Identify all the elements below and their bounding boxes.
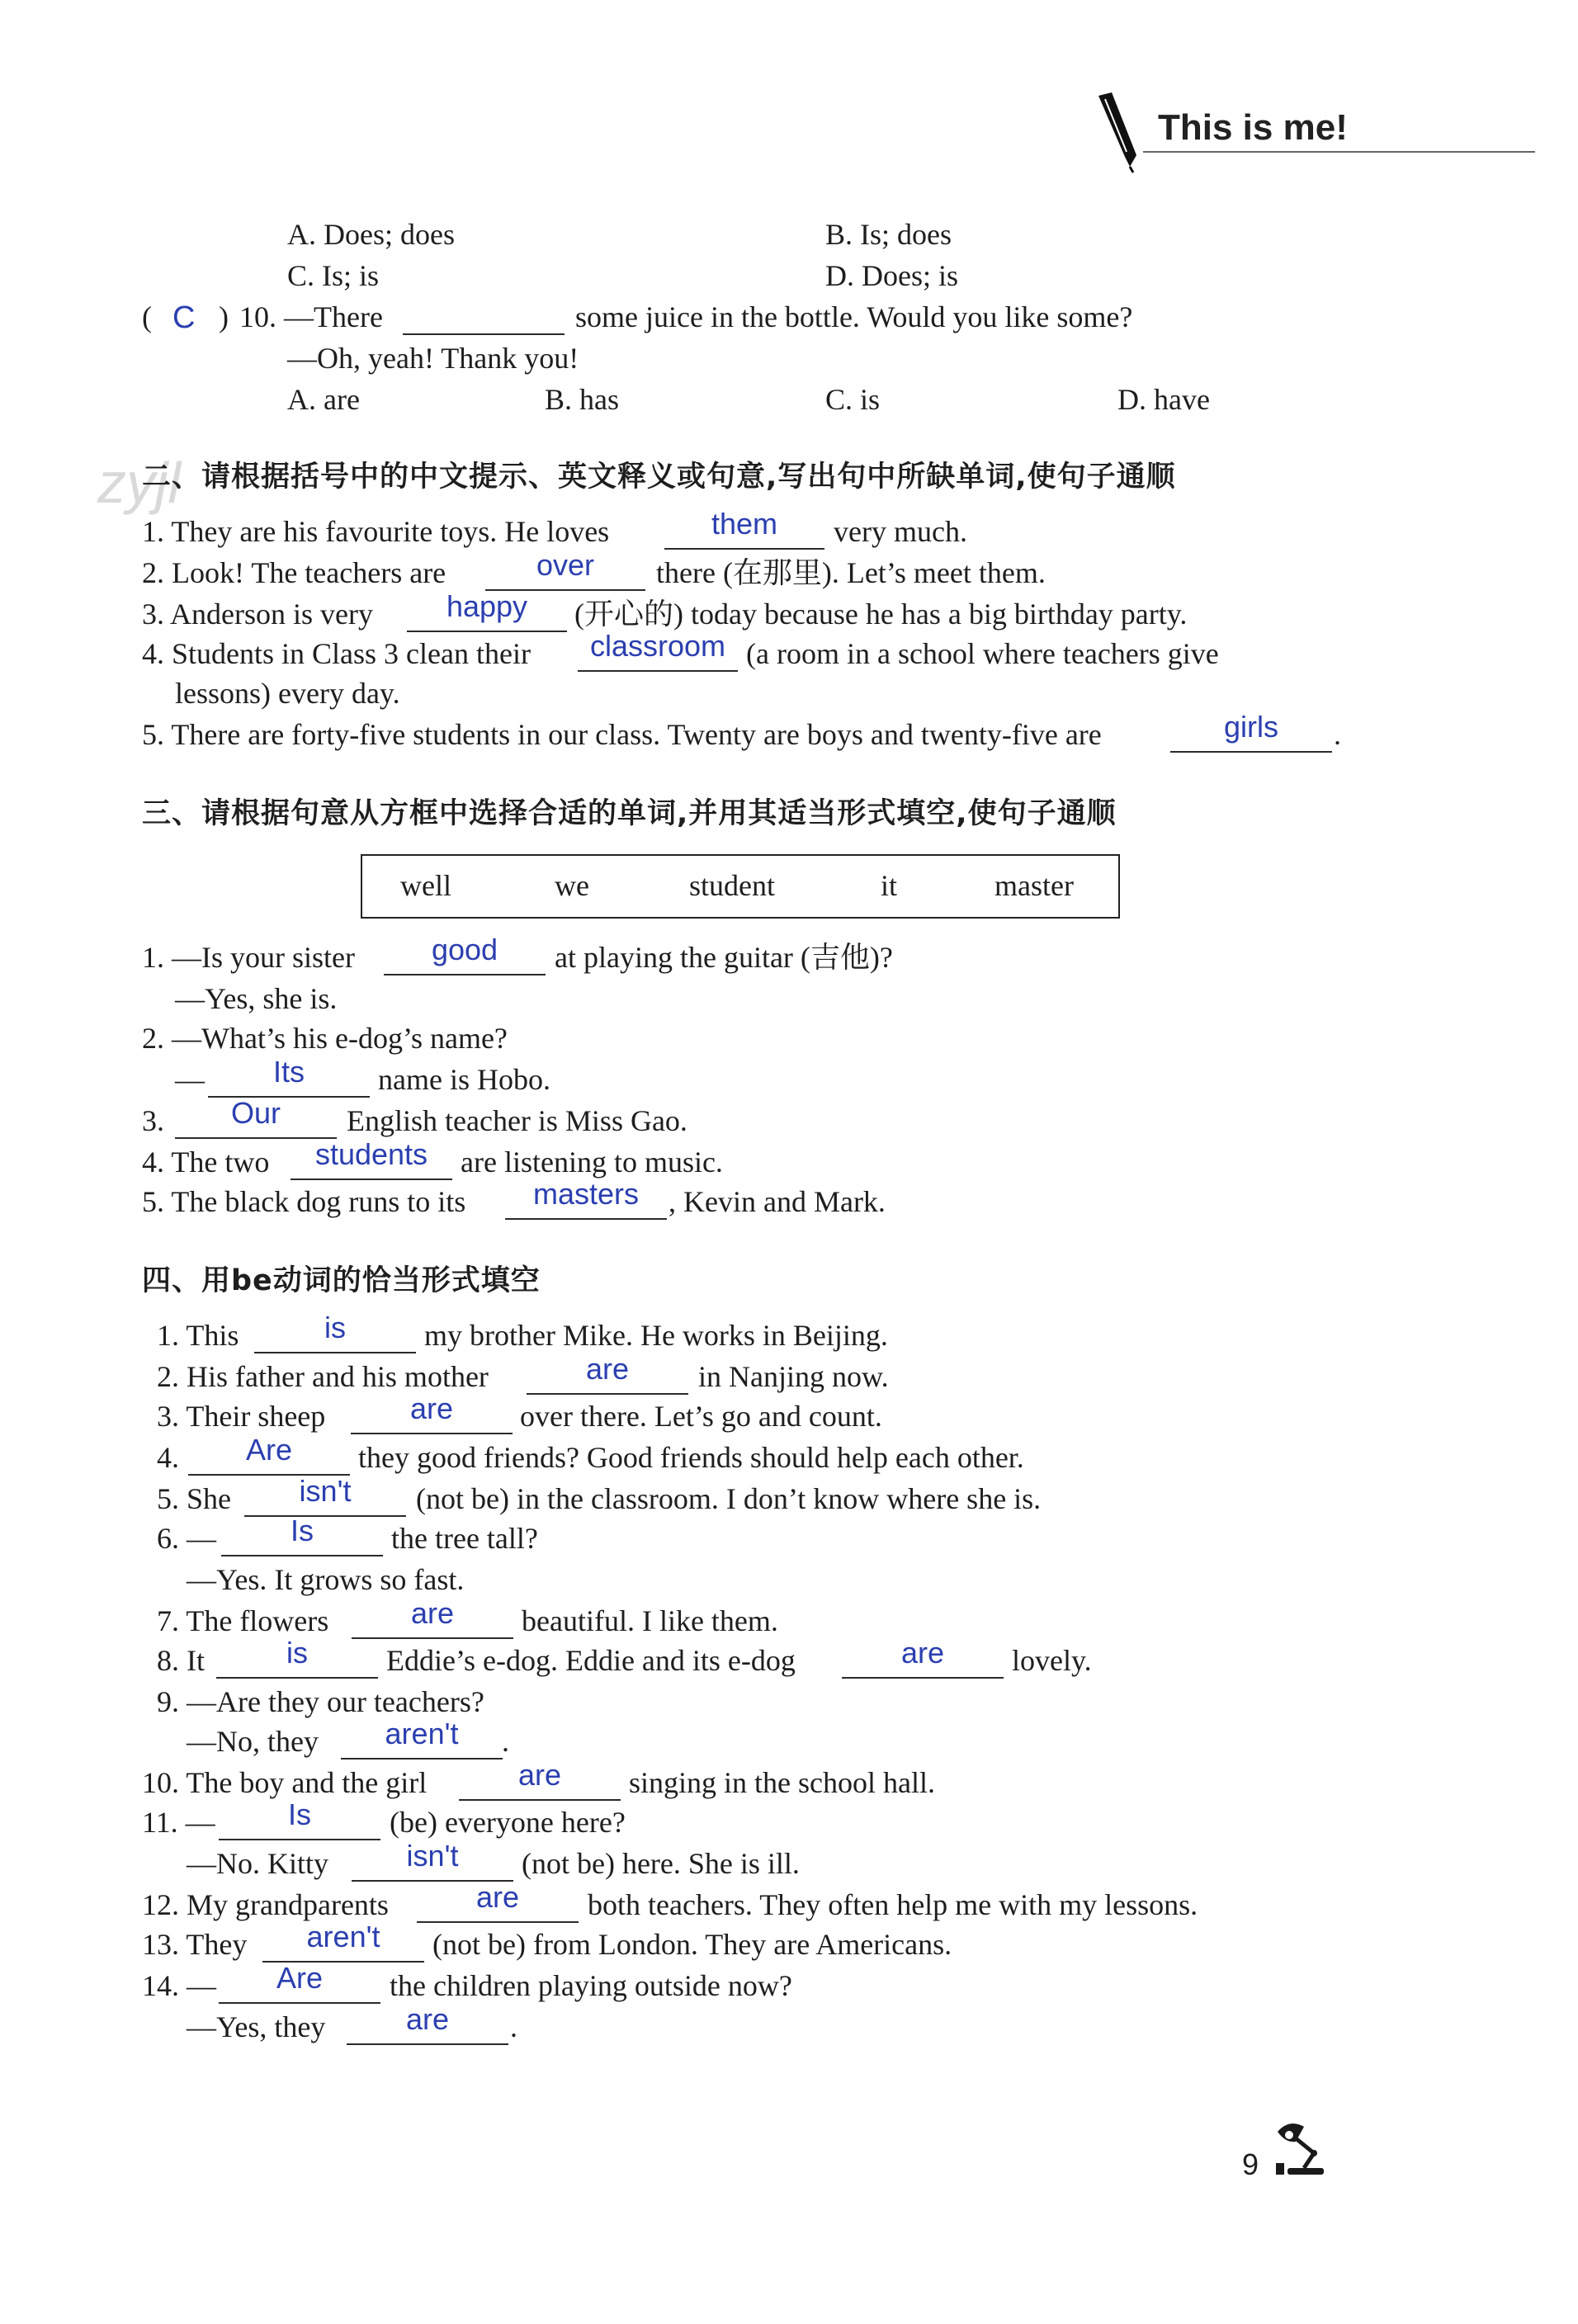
s4-q6-text-a: 6. —	[157, 1522, 216, 1555]
s4-q8-text-a: 8. It	[157, 1644, 205, 1677]
s2-q4-blank	[578, 670, 738, 672]
s3-q3-text-b: English teacher is Miss Gao.	[347, 1104, 687, 1137]
q10-blank	[403, 333, 565, 335]
s4-q4-answer: Are	[245, 1433, 293, 1467]
s3-q5-text-a: 5. The black dog runs to its	[142, 1185, 466, 1218]
s4-q4-number: 4.	[157, 1441, 179, 1474]
word-bank-item: we	[555, 869, 589, 902]
s3-q5-text-b: , Kevin and Mark.	[669, 1185, 886, 1218]
s4-q11-answer-2: isn't	[406, 1839, 459, 1873]
s4-q3-blank	[351, 1433, 513, 1434]
s4-q1-blank	[254, 1352, 416, 1353]
s3-q2-answer: Its	[272, 1055, 305, 1089]
page-number: 9	[1242, 2147, 1259, 2181]
s2-q1-text-a: 1. They are his favourite toys. He loves	[142, 515, 610, 548]
s4-q1-text-a: 1. This	[157, 1319, 239, 1352]
s3-q3-answer: Our	[230, 1096, 281, 1130]
s4-q10-text-b: singing in the school hall.	[629, 1766, 935, 1799]
s4-q10-blank	[459, 1799, 621, 1801]
s4-q14-blank-2	[347, 2043, 508, 2045]
s4-q5-answer: isn't	[299, 1474, 352, 1508]
header-rule	[1143, 151, 1535, 153]
s4-q6-answer: Is	[290, 1514, 314, 1547]
s3-q1-answer: good	[431, 933, 498, 966]
s2-q2-answer: over	[536, 548, 595, 582]
q10-text-b: some juice in the bottle. Would you like some?	[575, 300, 1133, 333]
s2-q2-text-a: 2. Look! The teachers are	[142, 556, 446, 589]
s4-q12-blank	[417, 1921, 579, 1923]
s2-q5-text-a: 5. There are forty-five students in our class. Twenty are boys and twenty-five are	[142, 718, 1102, 751]
s3-q4-text-b: are listening to music.	[461, 1145, 723, 1179]
s3-q2-text-c: name is Hobo.	[378, 1063, 550, 1096]
s4-q14-text-b: the children playing outside now?	[390, 1969, 792, 2002]
s3-q5-blank	[505, 1218, 667, 1220]
s4-q13-text-b: (not be) from London. They are Americans.	[432, 1928, 952, 1961]
word-bank-item: student	[689, 869, 775, 902]
s4-q3-text-a: 3. Their sheep	[157, 1400, 326, 1433]
s2-q4-text-c: lessons) every day.	[175, 677, 400, 710]
s4-q12-text-a: 12. My grandparents	[142, 1888, 389, 1921]
s4-q9-text-b: —No, they	[187, 1725, 319, 1758]
s3-q4-blank	[291, 1179, 452, 1180]
s4-q9-text-a: 9. —Are they our teachers?	[157, 1685, 484, 1718]
s3-q1-blank	[384, 974, 546, 975]
s2-q1-answer: them	[711, 507, 778, 541]
s4-q12-text-b: both teachers. They often help me with my lessons.	[588, 1888, 1198, 1921]
q10-paren-close: )	[219, 300, 229, 333]
s4-q12-answer: are	[475, 1880, 520, 1914]
section3-heading: 三、请根据句意从方框中选择合适的单词,并用其适当形式填空,使句子通顺	[142, 797, 1117, 830]
s3-q2-text-a: 2. —What’s his e-dog’s name?	[142, 1022, 508, 1055]
s4-q5-text-a: 5. She	[157, 1482, 231, 1515]
s4-q10-text-a: 10. The boy and the girl	[142, 1766, 428, 1799]
page-header-title: This is me!	[1158, 107, 1348, 148]
s4-q11-text-d: (not be) here. She is ill.	[522, 1847, 800, 1880]
s4-q8-text-c: lovely.	[1012, 1644, 1092, 1677]
s4-q2-blank	[527, 1393, 688, 1395]
s3-q2-dash: —	[175, 1063, 205, 1096]
q10-option-a: A. are	[287, 383, 360, 416]
q10-text-a: 10. —There	[239, 300, 383, 333]
s3-q1-reply: —Yes, she is.	[175, 982, 338, 1015]
s4-q2-text-a: 2. His father and his mother	[157, 1360, 489, 1393]
q10-answer: C	[172, 300, 196, 335]
q9-option-d: D. Does; is	[825, 259, 958, 292]
s4-q11-text-a: 11. —	[142, 1806, 215, 1839]
s4-q6-blank	[221, 1555, 383, 1556]
s2-q1-blank	[664, 548, 824, 550]
s2-q4-answer: classroom	[589, 629, 726, 663]
s4-q14-answer-1: Are	[276, 1961, 324, 1995]
desk-lamp-icon	[1271, 2117, 1337, 2179]
s4-q11-text-c: —No. Kitty	[187, 1847, 329, 1880]
s4-q4-text-b: they good friends? Good friends should help each other.	[358, 1441, 1024, 1474]
s3-q1-text-a: 1. —Is your sister	[142, 941, 355, 974]
watermark: zyjl	[97, 451, 182, 515]
word-bank-item: well	[400, 869, 451, 902]
s4-q13-text-a: 13. They	[142, 1928, 248, 1961]
s4-q14-text-c: —Yes, they	[187, 2010, 326, 2043]
s4-q10-answer: are	[517, 1758, 562, 1792]
s2-q2-text-b: there (在那里). Let’s meet them.	[656, 556, 1046, 589]
q9-option-c: C. Is; is	[287, 259, 380, 292]
s2-q5-answer: girls	[1223, 710, 1278, 744]
s4-q11-text-b: (be) everyone here?	[390, 1806, 626, 1839]
s4-q8-text-b: Eddie’s e-dog. Eddie and its e-dog	[386, 1644, 796, 1677]
s4-q14-answer-2: are	[405, 2002, 450, 2036]
s4-q8-blank-2	[842, 1677, 1004, 1679]
word-bank-item: master	[995, 869, 1074, 902]
s4-q1-answer: is	[324, 1311, 346, 1344]
section2-heading: 二、请根据括号中的中文提示、英文释义或句意,写出句中所缺单词,使句子通顺	[142, 461, 1176, 494]
s4-q5-text-b: (not be) in the classroom. I don’t know where she is.	[416, 1482, 1042, 1515]
s3-q4-answer: students	[314, 1137, 428, 1171]
q10-option-b: B. has	[545, 383, 619, 416]
s2-q4-text-a: 4. Students in Class 3 clean their	[142, 637, 531, 670]
q10-reply: —Oh, yeah! Thank you!	[287, 342, 579, 375]
s4-q11-answer-1: Is	[287, 1797, 311, 1831]
s4-q8-answer-2: are	[900, 1636, 945, 1670]
word-bank-item: it	[881, 869, 898, 902]
s4-q3-answer: are	[409, 1391, 454, 1425]
s4-q7-answer: are	[410, 1596, 455, 1630]
s4-q14-text-d: .	[510, 2010, 517, 2043]
s2-q3-text-a: 3. Anderson is very	[142, 598, 373, 631]
q9-option-a: A. Does; does	[287, 218, 455, 251]
s2-q3-text-b: (开心的) today because he has a big birthday party.	[574, 598, 1188, 631]
q9-option-b: B. Is; does	[825, 218, 952, 251]
pen-icon	[1094, 91, 1143, 173]
s2-q3-blank	[407, 631, 567, 632]
s4-q13-answer: aren't	[306, 1920, 380, 1953]
s4-q8-answer-1: is	[286, 1636, 308, 1670]
s4-q14-text-a: 14. —	[142, 1969, 216, 2002]
s4-q2-answer: are	[585, 1352, 630, 1386]
s4-q9-answer: aren't	[385, 1717, 459, 1750]
s2-q3-answer: happy	[446, 589, 528, 623]
s2-q5-text-b: .	[1334, 718, 1341, 751]
s2-q4-text-b: (a room in a school where teachers give	[746, 637, 1219, 670]
s3-q5-answer: masters	[532, 1177, 640, 1211]
s3-q4-text-a: 4. The two	[142, 1145, 270, 1179]
s3-q3-number: 3.	[142, 1104, 164, 1137]
s4-q2-text-b: in Nanjing now.	[698, 1360, 889, 1393]
section4-heading: 四、用be动词的恰当形式填空	[142, 1264, 541, 1297]
s3-q1-text-b: at playing the guitar (吉他)?	[555, 941, 893, 974]
s4-q9-text-c: .	[502, 1725, 509, 1758]
q10-option-d: D. have	[1117, 383, 1210, 416]
s4-q1-text-b: my brother Mike. He works in Beijing.	[424, 1319, 888, 1352]
s2-q1-text-b: very much.	[834, 515, 967, 548]
s4-q3-text-b: over there. Let’s go and count.	[520, 1400, 882, 1433]
s4-q8-blank-1	[216, 1677, 378, 1679]
q10-paren-open: (	[142, 300, 152, 333]
s4-q6-reply: —Yes. It grows so fast.	[187, 1563, 465, 1596]
q10-option-c: C. is	[825, 383, 881, 416]
s4-q7-text-b: beautiful. I like them.	[522, 1604, 778, 1637]
s2-q5-blank	[1170, 751, 1332, 753]
s4-q6-text-b: the tree tall?	[391, 1522, 538, 1555]
s4-q7-text-a: 7. The flowers	[157, 1604, 329, 1637]
